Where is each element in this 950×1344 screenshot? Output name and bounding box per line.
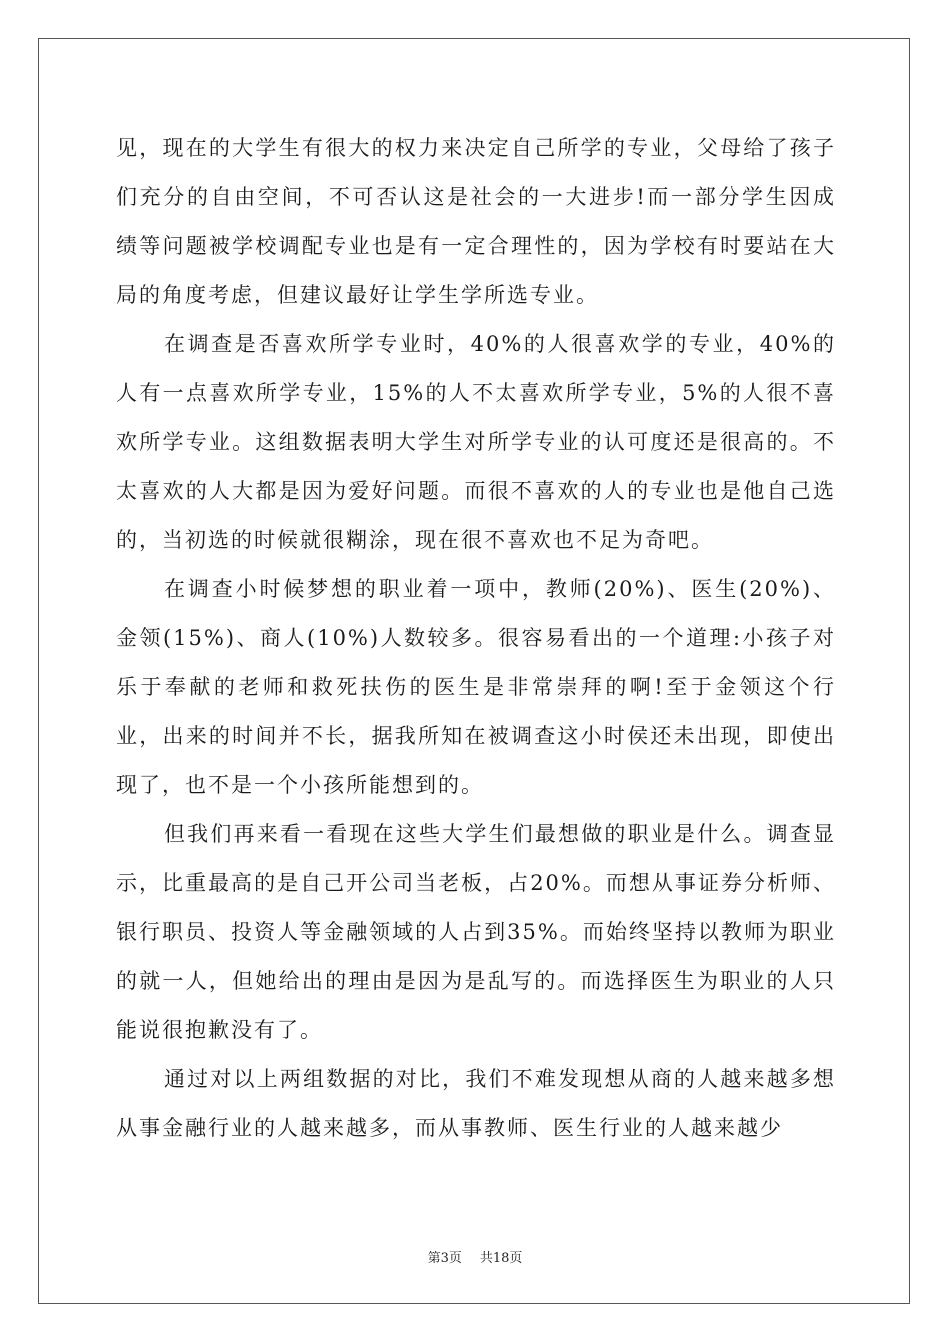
paragraph-1: 见，现在的大学生有很大的权力来决定自己所学的专业，父母给了孩子们充分的自由空间，不可否认这是社会的一大进步!而一部分学生因成绩等问题被学校调配专业也是有一定合理性的，因为学校有时要站在大局的角度考虑，但建议最好让学生学所选专业。 <box>116 136 836 307</box>
paragraph-2: 在调查是否喜欢所学专业时，40%的人很喜欢学的专业，40%的人有一点喜欢所学专业，15%的人不太喜欢所学专业，5%的人很不喜欢所学专业。这组数据表明大学生对所学专业的认可度还是很高的。不太喜欢的人大都是因为爱好问题。而很不喜欢的人的专业也是他自己选的，当初选的时候就很糊涂，现在很不喜欢也不足为奇吧。 <box>116 332 836 552</box>
paragraph-5: 通过对以上两组数据的对比，我们不难发现想从商的人越来越多想从事金融行业的人越来越多，而从事教师、医生行业的人越来越少 <box>116 1067 836 1140</box>
page-number: 第3页 <box>427 1251 462 1266</box>
paragraph-3: 在调查小时候梦想的职业着一项中，教师(20%)、医生(20%)、金领(15%)、商人(10%)人数较多。很容易看出的一个道理:小孩子对乐于奉献的老师和救死扶伤的医生是非常崇拜的啊!至于金领这个行业，出来的时间并不长，据我所知在被调查这小时侯还未出现，即使出现了，也不是一个小孩所能想到的。 <box>116 577 836 797</box>
paragraph-4: 但我们再来看一看现在这些大学生们最想做的职业是什么。调查显示，比重最高的是自己开公司当老板，占20%。而想从事证券分析师、银行职员、投资人等金融领域的人占到35%。而始终坚持以教师为职业的就一人，但她给出的理由是因为是乱写的。而选择医生为职业的人只能说很抱歉没有了。 <box>116 822 836 1042</box>
document-body <box>116 124 836 1153</box>
page-total: 共18页 <box>479 1251 523 1266</box>
page-footer <box>0 1247 950 1266</box>
